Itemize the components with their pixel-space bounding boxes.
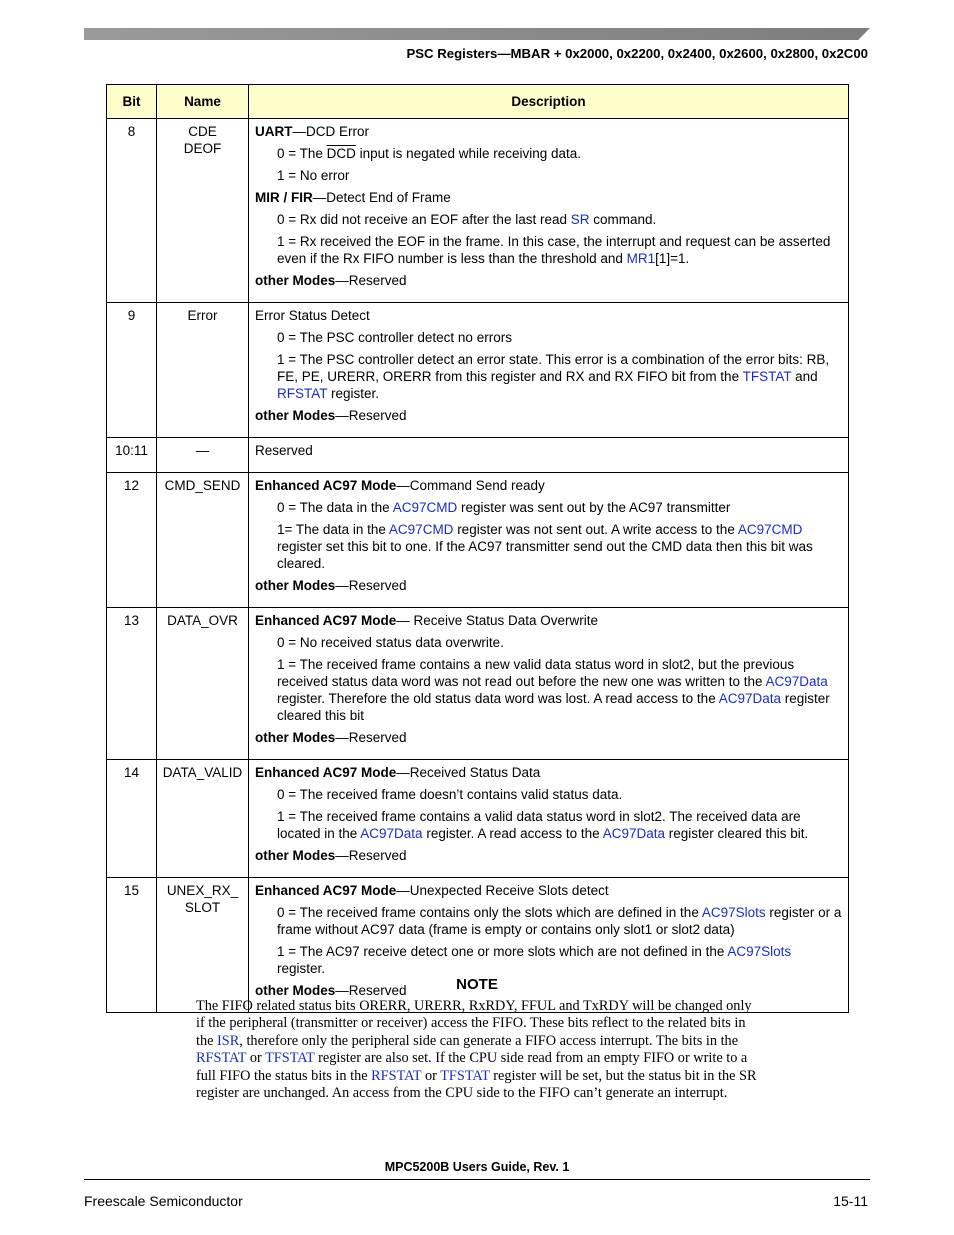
description-paragraph: [255, 442, 842, 459]
text-run: —Reserved: [335, 983, 407, 998]
table-header-row: [107, 85, 849, 119]
register-link[interactable]: AC97Data: [718, 691, 781, 706]
text-run: —Command Send ready: [396, 478, 545, 493]
text-run: register. A read access to the: [422, 826, 603, 841]
footer-doc-title: MPC5200B Users Guide, Rev. 1: [384, 1160, 570, 1174]
mode-label: other Modes: [254, 848, 336, 863]
text-run: —Unexpected Receive Slots detect: [396, 883, 609, 898]
text-run: register was not sent out. A write access to the: [453, 522, 738, 537]
register-table: [106, 84, 849, 1013]
description-cell: [248, 438, 848, 473]
text-run: 0 = Rx did not receive an EOF after the last read: [276, 212, 571, 227]
value-description: [277, 211, 842, 228]
column-header-description: Description: [248, 85, 848, 119]
table-row: [107, 303, 849, 438]
field-name-line: CDE: [188, 124, 217, 139]
bit-cell: 8: [107, 119, 157, 303]
value-description: [277, 329, 842, 346]
description-paragraph: [255, 307, 842, 324]
register-link[interactable]: AC97Slots: [727, 944, 792, 959]
description-paragraph: [255, 847, 842, 864]
text-run: Error Status Detect: [254, 308, 370, 323]
text-run: Reserved: [254, 443, 313, 458]
bit-cell: 13: [107, 608, 157, 760]
text-run: —DCD Error: [292, 124, 369, 139]
mode-label: Enhanced AC97 Mode: [254, 765, 397, 780]
text-run: register are also set. If the CPU side read from an empty FIFO or write to a full FIFO the status bits in the: [196, 1050, 748, 1084]
mode-label: other Modes: [254, 730, 336, 745]
footer-company: Freescale Semiconductor: [84, 1193, 243, 1209]
text-run: , therefore only the peripheral side can generate a FIFO access interrupt. The bits in the: [239, 1032, 739, 1049]
register-link[interactable]: TFSTAT: [440, 1067, 490, 1084]
text-run: — Receive Status Data Overwrite: [396, 613, 599, 628]
text-run: 1 = The AC97 receive detect one or more slots which are not defined in the: [276, 944, 728, 959]
text-run: —Reserved: [335, 408, 407, 423]
field-name-line: CMD_SEND: [164, 478, 241, 493]
bit-cell: 14: [107, 760, 157, 878]
text-run: register will be set, but the status bit in the SR register are unchanged. An access from the CPU side to the FIFO can’t generate an interrupt.: [196, 1067, 757, 1102]
column-header-bit: Bit: [107, 85, 157, 119]
name-cell: [156, 608, 248, 760]
table-row: [107, 760, 849, 878]
register-link[interactable]: TFSTAT: [742, 369, 792, 384]
description-paragraph: [255, 764, 842, 781]
text-run: 0 = The received frame doesn’t contains valid status data.: [276, 787, 623, 802]
text-run: 1 = The received frame contains a new valid data status word in slot2, but the previous received status data word was not read out before the new one was written to the: [276, 657, 795, 689]
text-run: —Reserved: [335, 730, 407, 745]
value-description: [277, 786, 842, 803]
register-link[interactable]: MR1: [626, 251, 656, 266]
text-run: —Detect End of Frame: [312, 190, 451, 205]
text-run: —Reserved: [335, 273, 407, 288]
name-cell: [156, 303, 248, 438]
mode-label: UART: [254, 124, 293, 139]
name-cell: [156, 760, 248, 878]
text-run: register set this bit to one. If the AC97 transmitter send out the CMD data then this bit was cleared.: [276, 539, 813, 571]
text-run: The FIFO related status bits ORERR, URERR, RxRDY, FFUL and TxRDY will be changed only if the peripheral (transmitter or receiver) access the FIFO. These bits reflect to the related bits in the: [196, 998, 752, 1049]
text-run: 1 = No error: [276, 168, 350, 183]
description-paragraph: [255, 477, 842, 494]
name-cell: [156, 119, 248, 303]
field-name-line: DEOF: [183, 141, 222, 156]
mode-label: MIR / FIR: [254, 190, 313, 205]
mode-label: other Modes: [254, 578, 336, 593]
register-link[interactable]: AC97Data: [765, 674, 828, 689]
signal-name-overlined: $\overline{DCD}$: [326, 146, 356, 161]
table-row: [107, 473, 849, 608]
description-paragraph: [255, 272, 842, 289]
bit-cell: 12: [107, 473, 157, 608]
text-run: 0 = The data in the: [276, 500, 393, 515]
text-run: 0 = The: [276, 146, 327, 161]
description-paragraph: [255, 729, 842, 746]
value-description: [277, 808, 842, 842]
page-number: 15-11: [833, 1193, 868, 1209]
description-cell: [248, 119, 848, 303]
value-description: [277, 499, 842, 516]
running-header: PSC Registers—MBAR + 0x2000, 0x2200, 0x2400, 0x2600, 0x2800, 0x2C00: [406, 46, 868, 61]
register-link[interactable]: AC97Data: [602, 826, 665, 841]
description-paragraph: [255, 407, 842, 424]
bit-cell: 15: [107, 878, 157, 1013]
value-description: [277, 904, 842, 938]
mode-label: other Modes: [254, 408, 336, 423]
table-row: [107, 608, 849, 760]
text-run: —Received Status Data: [396, 765, 541, 780]
register-link[interactable]: AC97CMD: [388, 522, 454, 537]
description-paragraph: [255, 882, 842, 899]
register-link[interactable]: AC97CMD: [737, 522, 803, 537]
register-link[interactable]: AC97CMD: [392, 500, 458, 515]
text-run: 1 = The received frame contains a valid data status word in slot2. The received data are located in the: [276, 809, 801, 841]
field-name-line: DATA_OVR: [167, 613, 238, 628]
mode-label: other Modes: [254, 273, 336, 288]
mode-label: Enhanced AC97 Mode: [254, 478, 397, 493]
description-paragraph: [255, 189, 842, 206]
text-run: 1= The data in the: [276, 522, 389, 537]
value-description: [277, 145, 842, 162]
description-paragraph: [255, 123, 842, 140]
text-run: command.: [589, 212, 657, 227]
field-name-line: Error: [187, 308, 218, 323]
text-run: or: [246, 1050, 266, 1067]
mode-label: Enhanced AC97 Mode: [254, 613, 397, 628]
description-paragraph: [255, 612, 842, 629]
field-name-line: UNEX_RX_: [166, 883, 239, 898]
description-cell: [248, 473, 848, 608]
name-cell: [156, 473, 248, 608]
field-name-line: —: [195, 443, 210, 458]
value-description: [277, 943, 842, 977]
header-bar: [84, 28, 870, 40]
column-header-name: Name: [156, 85, 248, 119]
bit-cell: 10:11: [107, 438, 157, 473]
value-description: [277, 634, 842, 651]
value-description: [277, 656, 842, 724]
text-run: register was sent out by the AC97 transmitter: [457, 500, 731, 515]
footer-divider: [84, 1179, 870, 1180]
text-run: 0 = The received frame contains only the slots which are defined in the: [276, 905, 702, 920]
text-run: —Reserved: [335, 848, 407, 863]
register-link[interactable]: RFSTAT: [371, 1067, 422, 1084]
register-link[interactable]: RFSTAT: [196, 1050, 247, 1067]
mode-label: Enhanced AC97 Mode: [254, 883, 397, 898]
description-cell: [248, 760, 848, 878]
note-body: [196, 998, 761, 1102]
table-row: [107, 119, 849, 303]
text-run: 0 = The PSC controller detect no errors: [276, 330, 512, 345]
register-link[interactable]: AC97Data: [360, 826, 423, 841]
description-cell: [248, 303, 848, 438]
value-description: [277, 167, 842, 184]
text-run: 0 = No received status data overwrite.: [276, 635, 504, 650]
field-name-line: DATA_VALID: [162, 765, 243, 780]
register-link[interactable]: SR: [570, 212, 590, 227]
table-row: [107, 438, 849, 473]
text-run: and: [791, 369, 818, 384]
mode-label: other Modes: [254, 983, 336, 998]
register-link[interactable]: AC97Slots: [701, 905, 766, 920]
note-title: NOTE: [456, 976, 498, 993]
field-name-line: SLOT: [184, 900, 221, 915]
text-run: register. Therefore the old status data word was lost. A read access to the: [276, 691, 719, 706]
register-link[interactable]: RFSTAT: [276, 386, 328, 401]
register-link[interactable]: TFSTAT: [265, 1050, 315, 1067]
text-run: register cleared this bit: [276, 691, 830, 723]
text-run: 1 = Rx received the EOF in the frame. In this case, the interrupt and request can be asserted even if the Rx FIFO number is less than the threshold and: [276, 234, 831, 266]
register-link[interactable]: ISR: [217, 1032, 240, 1049]
bit-cell: 9: [107, 303, 157, 438]
description-paragraph: [255, 577, 842, 594]
text-run: [1]=1.: [655, 251, 690, 266]
description-cell: [248, 608, 848, 760]
text-run: register or a frame without AC97 data (frame is empty or contains only slot1 or slot2 data): [276, 905, 842, 937]
text-run: —Reserved: [335, 578, 407, 593]
text-run: register.: [276, 961, 325, 976]
value-description: [277, 521, 842, 572]
name-cell: [156, 438, 248, 473]
value-description: [277, 233, 842, 267]
text-run: register.: [327, 386, 379, 401]
text-run: input is negated while receiving data.: [355, 146, 582, 161]
value-description: [277, 351, 842, 402]
text-run: 1 = The PSC controller detect an error state. This error is a combination of the error bits: RB, FE, PE, URERR, ORERR from this register and RX and RX FIFO bit from the: [276, 352, 830, 384]
text-run: register cleared this bit.: [664, 826, 809, 841]
text-run: or: [421, 1067, 441, 1084]
